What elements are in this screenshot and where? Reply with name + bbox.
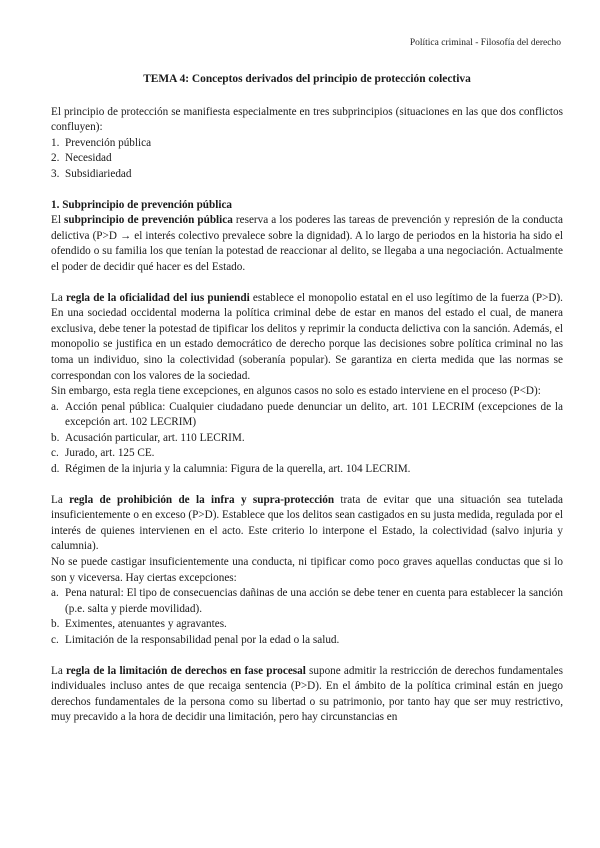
list-item: d. Régimen de la injuria y la calumnia: Figura de la querella, art. 104 LECRIM. <box>51 463 411 476</box>
list-item: c. Jurado, art. 125 CE. <box>51 447 155 460</box>
paragraph-exceptions: Sin embargo, esta regla tiene excepciones, en algunos casos no solo es estado interviene en el proceso (P<D): <box>51 385 541 398</box>
paragraph-castigo: No se puede castigar insuficientemente una conducta, ni tipificar como poco graves aquellas conductas que si lo son y viceversa. Hay ciertas excepciones: <box>51 556 563 584</box>
page-title: TEMA 4: Conceptos derivados del principio de protección colectiva <box>143 73 471 85</box>
intro-paragraph: El principio de protección se manifiesta especialmente en tres subprincipios (situaciones en las que dos conflictos confluyen): <box>51 105 563 134</box>
list-item: 3. Subsidiariedad <box>51 167 132 180</box>
list-item: a. Pena natural: El tipo de consecuencias dañinas de una acción se debe tener en cuenta para establecer la sanción (p.e. salta y pierde movilidad). <box>51 587 563 615</box>
document-body <box>51 72 563 726</box>
list-item: b. Eximentes, atenuantes y agravantes. <box>51 618 227 631</box>
list-item: c. Limitación de la responsabilidad penal por la edad o la salud. <box>51 634 340 646</box>
list-item: 1. Prevención pública <box>51 136 152 149</box>
list-item: 2. Necesidad <box>51 152 112 165</box>
exceptions-list <box>51 400 563 478</box>
running-header: Política criminal - Filosofía del derecho <box>409 38 561 48</box>
subprinciples-list <box>51 136 563 183</box>
list-item: b. Acusación particular, art. 110 LECRIM. <box>51 431 245 444</box>
paragraph-infra-supra: La regla de prohibición de la infra y supra-protección trata de evitar que una situación sea tutelada insuficientemente o en exceso (P>D). Establece que los delitos sean castigados en su justa medida, regulada por el interés de quienes intervienen en el acto. Este criterio lo interpone el Estado, la colectividad (salvo injuria y calumnia). <box>51 493 563 553</box>
section-heading: 1. Subprincipio de prevención pública <box>51 198 233 211</box>
paragraph-limitacion: La regla de la limitación de derechos en fase procesal supone admitir la restricción de derechos fundamentales individuales incluso antes de que recaiga sentencia (P>D). En el ámbito de la política criminal están en juego derechos fundamentales de la persona como su libertad o su patrimonio, por tanto hay que ser muy restrictivo, muy precavido a la hora de decidir una limitación, pero hay circunstancias en <box>51 664 563 724</box>
exceptions-list-2 <box>51 586 563 648</box>
paragraph-prevention: El subprincipio de prevención pública reserva a los poderes las tareas de prevención y represión de la conducta delictiva (P>D → el interés colectivo prevalece sobre la dignidad). A lo largo de periodos en la historia ha sido el ofendido o su familia los que tenían la potestad de reaccionar al delito, se llegaba a una negociación. Actualmente el poder de decidir qué hacer es del Estado. <box>51 214 563 273</box>
paragraph-oficialidad: La regla de la oficialidad del ius puniendi establece el monopolio estatal en el uso legítimo de la fuerza (P>D). En una sociedad occidental moderna la política criminal debe de estar en manos del estado el cual, de manera exclusiva, debe tener la potestad de tipificar los delitos y reprimir la conducta delictiva con la sanción. Además, el monopolio se justifica en un estado democrático de derecho porque las decisiones sobre política criminal no las toma un individuo, sino la colectividad (soberanía popular). Se garantiza en cierta medida que las normas se correspondan con los valores de la sociedad. <box>51 291 563 382</box>
list-item: a. Acción penal pública: Cualquier ciudadano puede denunciar un delito, art. 101 LECRIM (excepciones de la excepción art. 102 LECRIM) <box>51 400 563 429</box>
